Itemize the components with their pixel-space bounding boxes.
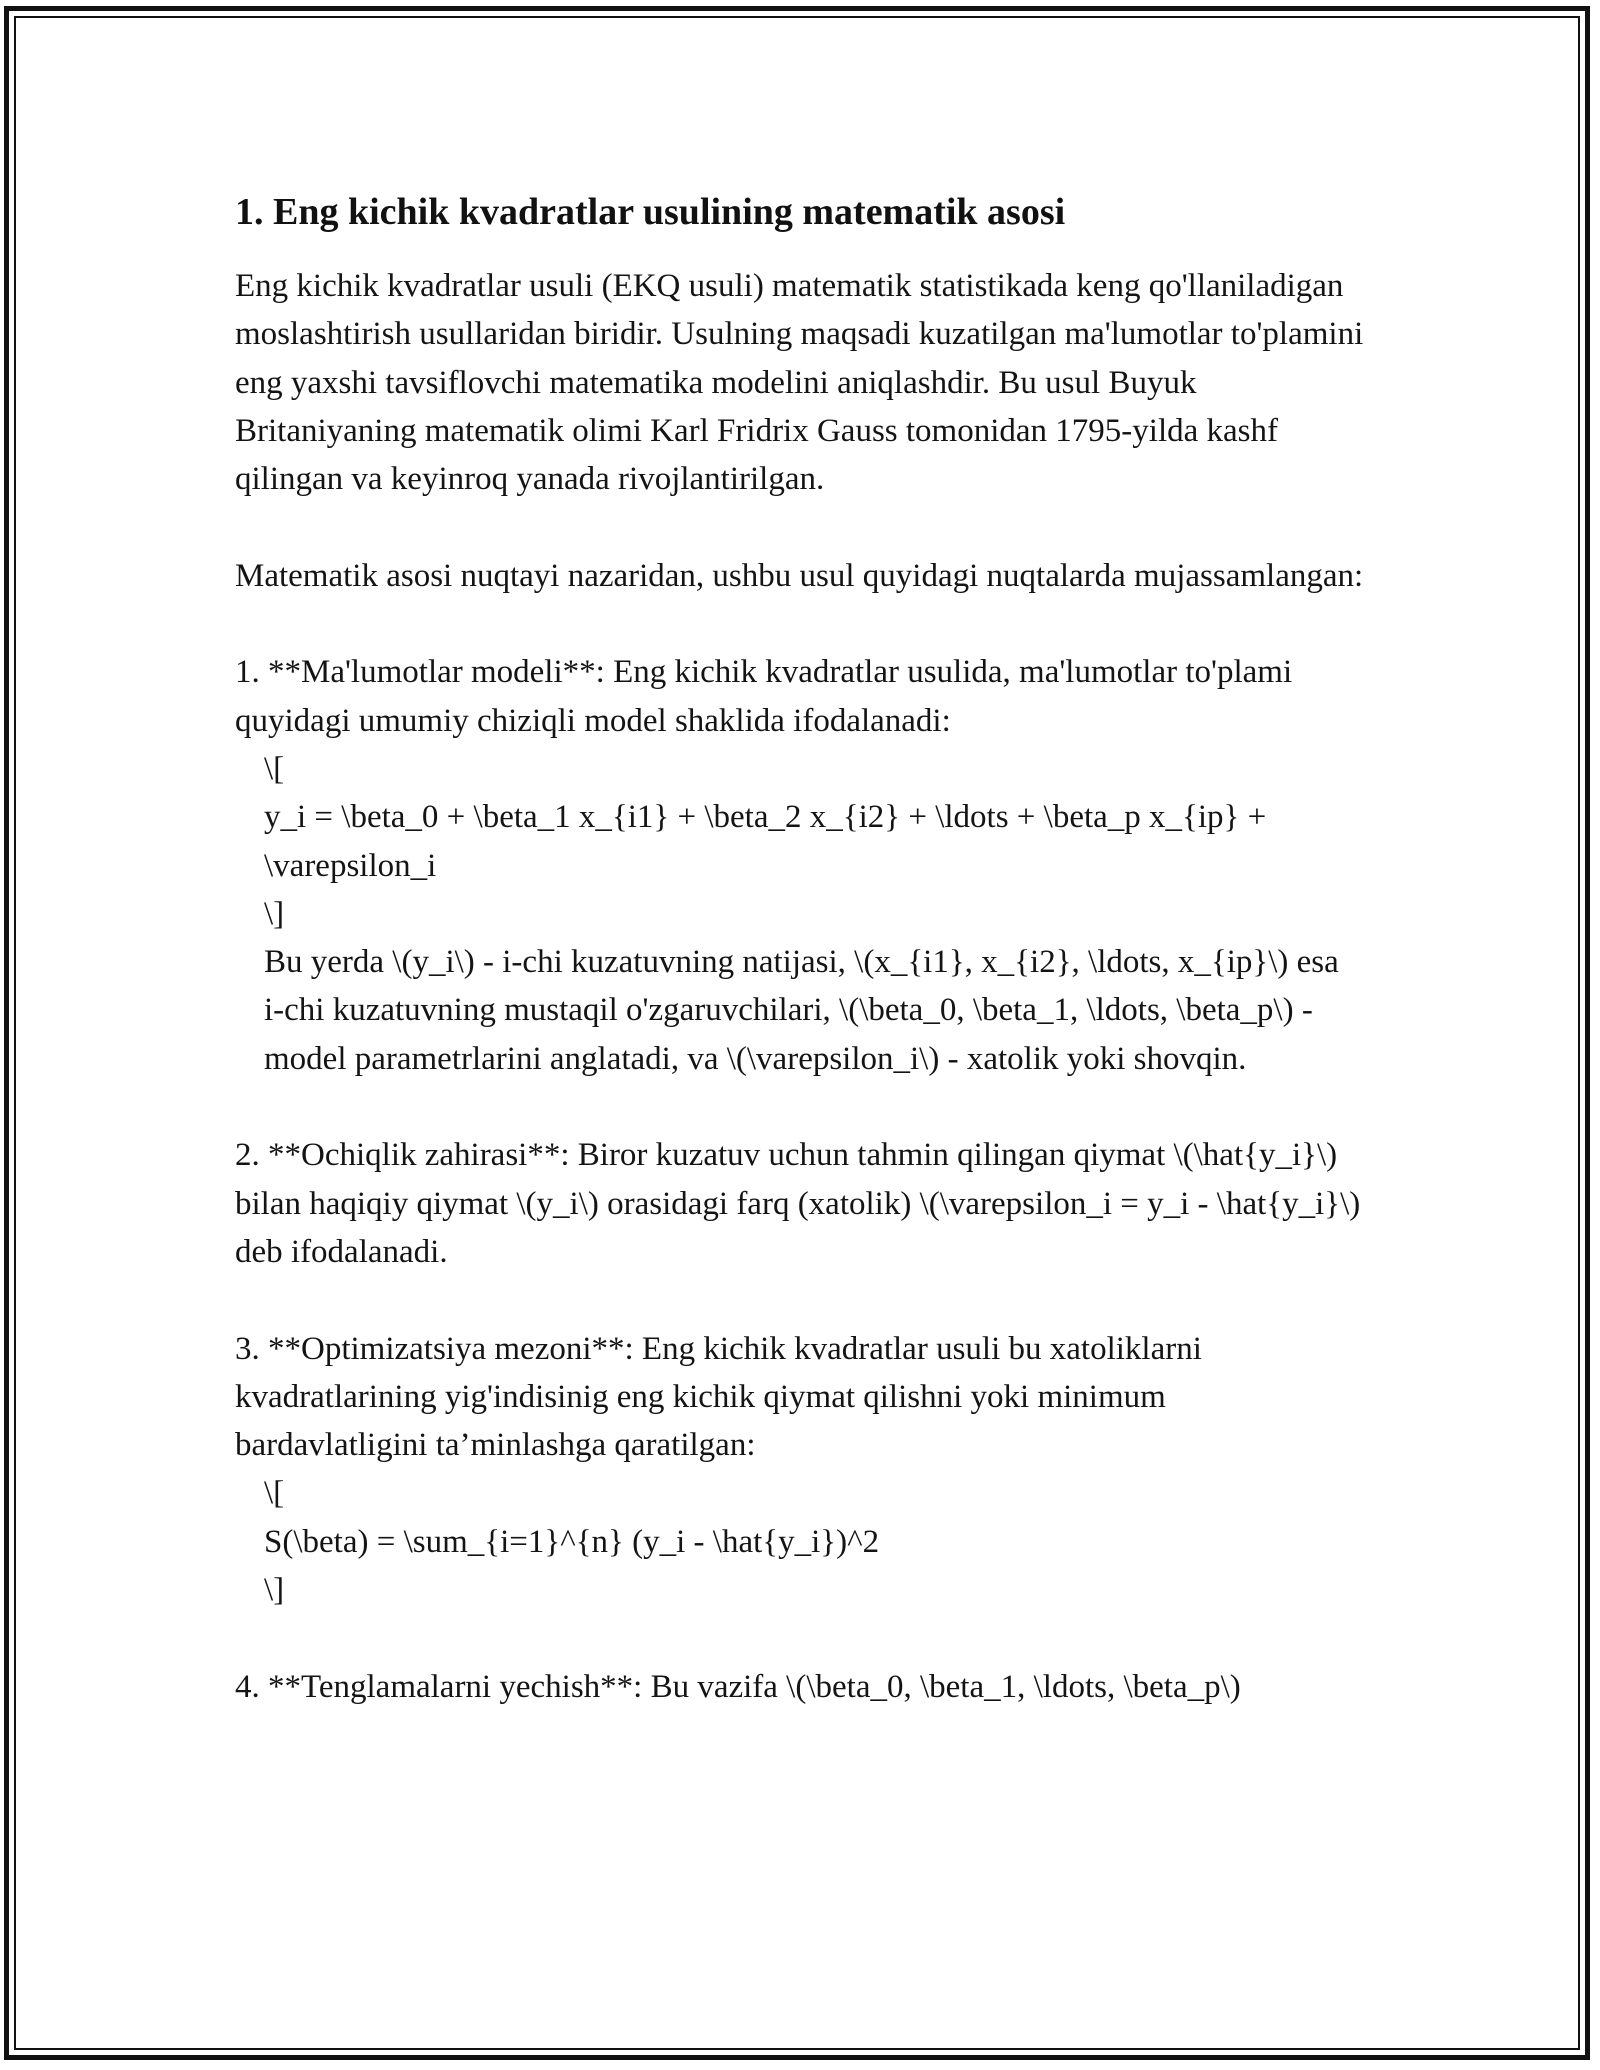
- paragraph-gap: [235, 1614, 1365, 1662]
- item3-formula-open: \[: [264, 1475, 285, 1512]
- document-body: [235, 186, 1365, 1711]
- item3-formula-close: \]: [264, 1572, 285, 1609]
- item1-formula: y_i = \beta_0 + \beta_1 x_{i1} + \beta_2 x_{i2} + \ldots + \beta_p x_{ip} + \varepsilon_i: [264, 799, 1267, 884]
- paragraph-gap: [235, 1083, 1365, 1131]
- item2-text: 2. **Ochiqlik zahirasi**: Biror kuzatuv uchun tahmin qilingan qiymat \(\hat{y_i}\) bilan haqiqiy qiymat \(y_i\) orasidagi farq (xatolik) \(\varepsilon_i = y_i - \hat{y_i}\) deb ifodalanadi.: [235, 1137, 1361, 1270]
- item1-text: 1. **Ma'lumotlar modeli**: Eng kichik kvadratlar usulida, ma'lumotlar to'plami quyidagi umumiy chiziqli model shaklida ifodalanadi:: [235, 654, 1293, 739]
- item3-text: 3. **Optimizatsiya mezoni**: Eng kichik kvadratlar usuli bu xatoliklarni kvadratlarining yig'indisinig eng kichik qiymat qilishni yoki minimum bardavlatligini ta’minlashga qaratilgan:: [235, 1330, 1202, 1464]
- list-item-optimization: [235, 1325, 1365, 1615]
- item1-formula-open: \[: [264, 750, 285, 787]
- section-heading: 1. Eng kichik kvadratlar usulining matematik asosi: [235, 191, 1066, 233]
- paragraph-gap: [235, 1276, 1365, 1324]
- item3-formula: S(\beta) = \sum_{i=1}^{n} (y_i - \hat{y_i})^2: [264, 1523, 880, 1560]
- list-item-residual: [235, 1131, 1365, 1276]
- paragraph-gap: [235, 503, 1365, 551]
- list-item-solving: [235, 1663, 1365, 1711]
- item1-formula-close: \]: [264, 895, 285, 932]
- basis-paragraph: Matematik asosi nuqtayi nazaridan, ushbu usul quyidagi nuqtalarda mujassamlangan:: [235, 557, 1364, 594]
- paragraph-gap: [235, 600, 1365, 648]
- item4-text: 4. **Tenglamalarni yechish**: Bu vazifa \(\beta_0, \beta_1, \ldots, \beta_p\): [235, 1668, 1241, 1705]
- list-item-data-model: [235, 648, 1365, 1083]
- item1-explanation: Bu yerda \(y_i\) - i-chi kuzatuvning natijasi, \(x_{i1}, x_{i2}, \ldots, x_{ip}\) esa i-chi kuzatuvning mustaqil o'zgaruvchilari, \(\beta_0, \beta_1, \ldots, \beta_p\) - model parametrlarini anglatadi, va \(\varepsilon_i\) - xatolik yoki shovqin.: [264, 944, 1339, 1077]
- intro-paragraph: Eng kichik kvadratlar usuli (EKQ usuli) matematik statistikada keng qo'llaniladigan moslashtirish usullaridan biridir. Usulning maqsadi kuzatilgan ma'lumotlar to'plamini eng yaxshi tavsiflovchi matematika modelini aniqlashdir. Bu usul Buyuk Britaniyaning matematik olimi Karl Fridrix Gauss tomonidan 1795-yilda kashf qilingan va keyinroq yanada rivojlantirilgan.: [235, 268, 1364, 498]
